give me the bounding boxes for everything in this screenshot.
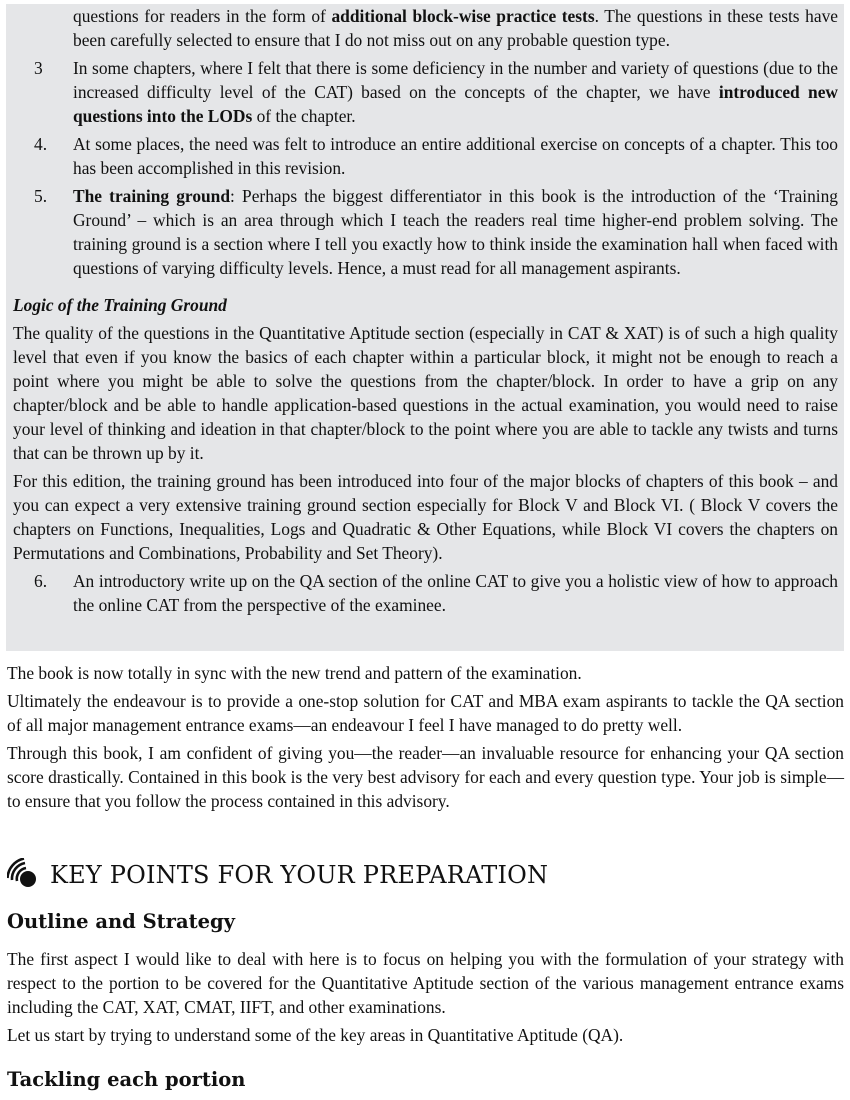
text-run: of the chapter. [252,106,356,126]
list-number: 4. [34,134,48,154]
list-item [13,184,838,280]
list-number: 6. [34,571,48,591]
highlight-box [6,4,844,651]
text-run: In some chapters, where I felt that there is some deficiency in the number and variety of questions (due to the increased difficulty level of the CAT) based on the concepts of the chapter, we have [73,58,838,102]
bold-text: The training ground [73,186,231,206]
outline-text [7,947,844,1051]
list-item-continuation [13,4,838,52]
bold-text: introduced new questions into the LODs [73,82,838,126]
paragraph: Through this book, I am confident of giving you—the reader—an invaluable resource for enhancing your QA section score drastically. Contained in this book is the very best advisory for each and every question type. Your job is simple—to ensure that you follow the process contained in this advisory. [7,743,844,811]
list-item [13,569,838,617]
section-heading [7,855,844,895]
list-number: 3 [34,58,43,78]
text-run: questions for readers in the form of [73,6,332,26]
paragraph: The book is now totally in sync with the new trend and pattern of the examination. [7,663,582,683]
subheading: Logic of the Training Ground [13,295,227,315]
heading-outline: Outline and Strategy [7,910,235,933]
text-run: At some places, the need was felt to introduce an entire additional exercise on concepts of a chapter. This too has been accomplished in this revision. [73,134,838,178]
list-item [13,56,838,128]
list-number: 5. [34,186,48,206]
heading-tackling: Tackling each portion [7,1068,246,1091]
paragraph: Ultimately the endeavour is to provide a one-stop solution for CAT and MBA exam aspirants to tackle the QA section of all major management entrance exams—an endeavour I feel I have managed to do pretty well. [7,691,844,735]
paragraph: The quality of the questions in the Quantitative Aptitude section (especially in CAT & XAT) is of such a high quality level that even if you know the basics of each chapter within a particular block, it might not be enough to reach a point where you might be able to solve the questions from the chapter/block. In order to have a grip on any chapter/block and be able to handle application-based questions in the actual examination, you would need to raise your level of thinking and ideation in that chapter/block to the point where you are able to tackle any twists and turns that can be thrown up by it. [13,323,838,463]
body-text [7,661,844,817]
section-title: KEY POINTS FOR YOUR PREPARATION [50,861,549,889]
text-run: : Perhaps the biggest differentiator in this book is the introduction of the ‘Training Ground’ – which is an area through which I teach the readers real time higher-end problem solving. The training ground is a section where I tell you exactly how to think inside the examination hall when faced with questions of varying difficulty levels. Hence, a must read for all management aspirants. [73,186,838,278]
text-run: . The questions in these tests have been carefully selected to ensure that I do not miss out on any probable question type. [73,6,838,50]
list-item [13,132,838,180]
paragraph: The first aspect I would like to deal with here is to focus on helping you with the formulation of your strategy with respect to the portion to be covered for the Quantitative Aptitude section of the various management entrance exams including the CAT, XAT, CMAT, IIFT, and other examinations. [7,949,844,1017]
bold-text: additional block-wise practice tests [331,6,595,26]
paragraph: For this edition, the training ground has been introduced into four of the major blocks of chapters of this book – and you can expect a very extensive training ground section especially for Block V and Block VI. ( Block V covers the chapters on Functions, Inequalities, Logs and Quadratic & Other Equations, while Block VI covers the chapters on Permutations and Combinations, Probability and Set Theory). [13,471,838,563]
text-run: An introductory write up on the QA section of the online CAT to give you a holistic view of how to approach the online CAT from the perspective of the examinee. [73,571,838,615]
broadcast-signal-icon [7,858,43,892]
paragraph: Let us start by trying to understand some of the key areas in Quantitative Aptitude (QA). [7,1025,624,1045]
